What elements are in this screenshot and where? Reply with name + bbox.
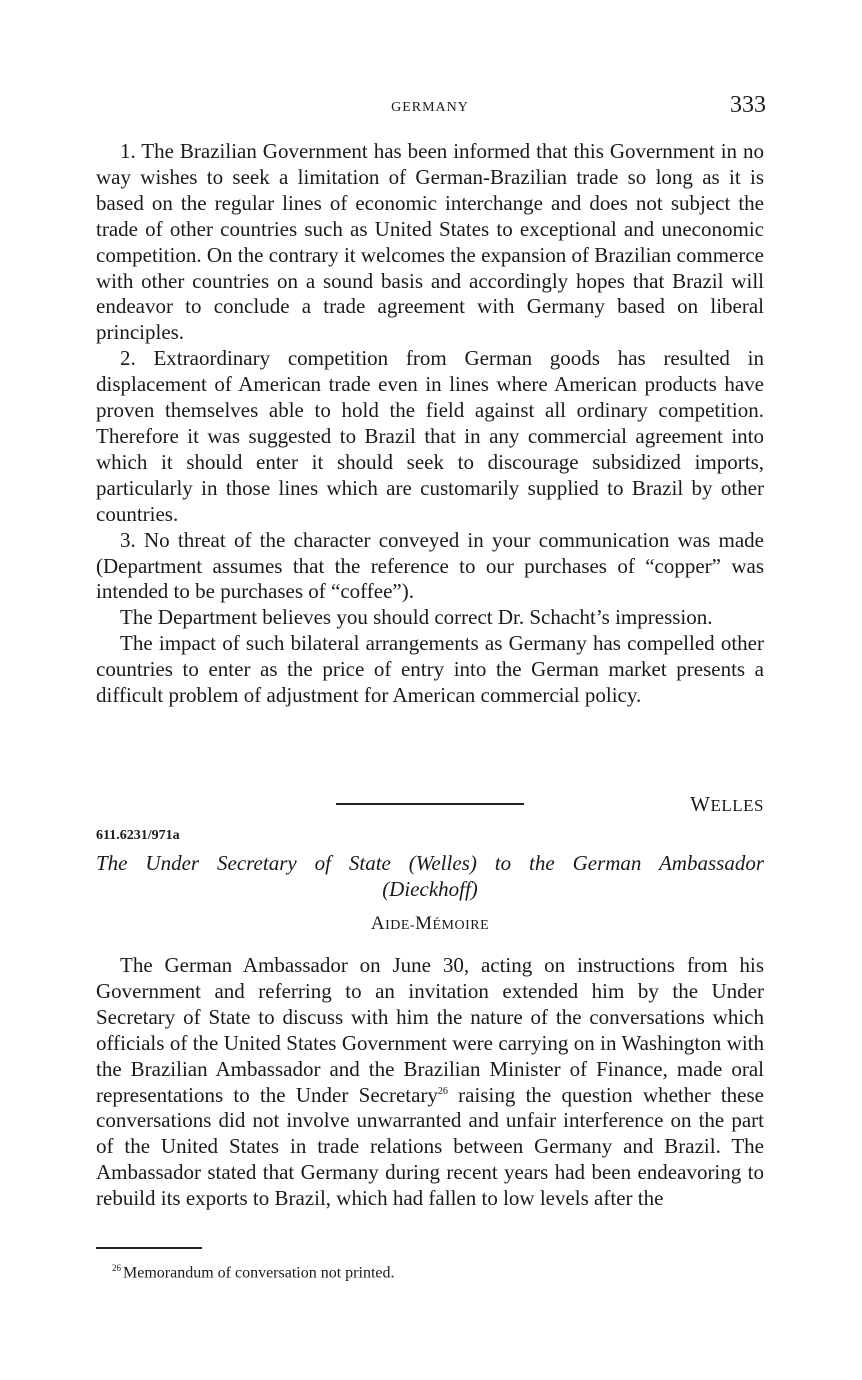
running-title: GERMANY xyxy=(391,100,469,115)
paragraph-part-2: raising the question whether these conversations did not involve unwarranted and unfair interference on the part of the United States in trade relations between Germany and Brazil. The Ambassador stated that Germany during recent years had been endeavoring to rebuild its exports to Brazil, which had fallen to low levels after the xyxy=(96,1082,764,1211)
paragraph xyxy=(96,953,764,1212)
heading-line-1: The Under Secretary of State (Welles) to the German Ambassador xyxy=(96,851,764,875)
paragraph: 1. The Brazilian Government has been informed that this Government in no way wishes to seek a limitation of German-Brazilian trade so long as it is based on the regular lines of economic interchange and does not subject the trade of other countries such as United States to exceptional and uneconomic competition. On the contrary it welcomes the expansion of Brazilian commerce with other countries on a sound basis and accordingly hopes that Brazil will endeavor to conclude a trade agreement with Germany based on liberal principles. xyxy=(96,139,764,345)
footnote-mark: 26 xyxy=(112,1263,121,1273)
page-number: 333 xyxy=(730,92,766,118)
footnote-divider xyxy=(96,1247,202,1249)
footnote-reference: 26 xyxy=(437,1085,448,1097)
paragraph: 2. Extraordinary competition from German goods has resulted in displacement of American trade even in lines where American products have proven themselves able to hold the field against all ordinary competition. Therefore it was suggested to Brazil that in any commercial agreement into which it should enter it should seek to discourage subsidized imports, particularly in those lines which are customarily supplied to Brazil by other countries. xyxy=(96,346,764,526)
running-head xyxy=(96,92,764,122)
document-heading xyxy=(96,851,764,903)
aide-memoire-body xyxy=(96,953,764,1212)
doc-type-rest: ÉMOIRE xyxy=(432,918,490,933)
heading-line-2: (Dieckhoff) xyxy=(382,876,478,901)
paragraph: The Department believes you should correct Dr. Schacht’s impression. xyxy=(120,605,713,630)
footnote xyxy=(112,1263,395,1282)
paragraph-part-1: The German Ambassador on June 30, acting on instructions from his Government and referring to an invitation extended him by the Under Secretary of State to discuss with him the nature of the conversations which officials of the United States Government were carrying on in Washington with the Brazilian Ambassador and the Brazilian Minister of Finance, made oral representations to the Under Secretary xyxy=(96,953,764,1107)
doc-type-cap-m: M xyxy=(415,913,433,934)
telegram-body xyxy=(96,139,764,709)
paragraph: The impact of such bilateral arrangements as Germany has compelled other countries to enter as the price of entry into the German market presents a difficult problem of adjustment for American commercial policy. xyxy=(96,631,764,708)
signature xyxy=(690,792,764,817)
doc-type-cap-a: A xyxy=(370,913,386,934)
doc-type-mid: IDE- xyxy=(385,918,416,933)
section-divider xyxy=(336,803,524,805)
footnote-text: Memorandum of conversation not printed. xyxy=(123,1264,395,1282)
signature-initial: W xyxy=(690,792,711,816)
paragraph: 3. No threat of the character conveyed in your communication was made (Department assumes that the reference to our purchases of “copper” was intended to be purchases of “coffee”). xyxy=(96,527,764,604)
document-type xyxy=(96,913,764,935)
file-number: 611.6231/971a xyxy=(96,828,180,843)
signature-rest: ELLES xyxy=(710,796,764,815)
